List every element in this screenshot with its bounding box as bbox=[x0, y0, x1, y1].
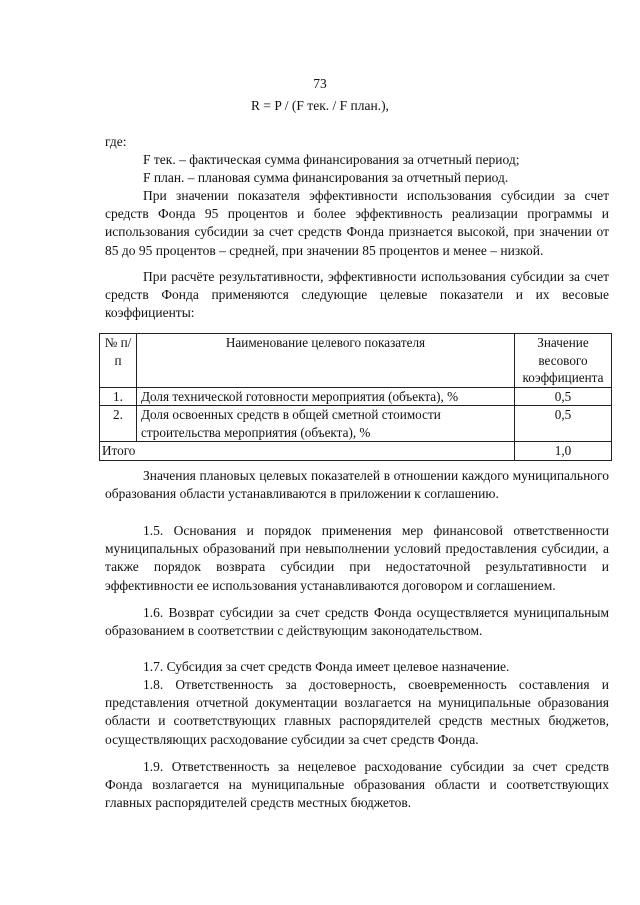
header-number: № п/п bbox=[100, 334, 137, 388]
paragraph-1-7: 1.7. Субсидия за счет средств Фонда имеет целевое назначение. bbox=[143, 659, 510, 674]
total-value: 1,0 bbox=[515, 442, 612, 461]
paragraph-1-8: 1.8. Ответственность за достоверность, своевременность составления и представления отчетной документации возлагается на муниципальные образования области и соответствующих главных распорядителей средств местных бюджетов, осуществляющих расходование субсидии за счет средств Фонда. bbox=[105, 677, 609, 747]
table-row bbox=[100, 387, 612, 406]
header-indicator-name: Наименование целевого показателя bbox=[137, 334, 515, 388]
row-number: 2. bbox=[100, 406, 137, 442]
row-coefficient: 0,5 bbox=[515, 387, 612, 406]
table-header-row bbox=[100, 334, 612, 388]
definition-f-plan: F план. – плановая сумма финансирования за отчетный период. bbox=[143, 170, 509, 185]
paragraph-1-5: 1.5. Основания и порядок применения мер финансовой ответственности муниципальных образований при невыполнении условий предоставления субсидии, а также порядок возврата субсидии при недостаточной результативности и эффективности ее использования устанавливаются договором и соглашением. bbox=[105, 523, 609, 593]
coefficients-table bbox=[99, 333, 612, 461]
paragraph-1-9: 1.9. Ответственность за нецелевое расходование субсидии за счет средств Фонда возлагается на муниципальные образования области и соответствующих главных распорядителей средств местных бюджетов. bbox=[105, 759, 609, 811]
paragraph-1-6: 1.6. Возврат субсидии за счет средств Фонда осуществляется муниципальным образованием в соответствии с действующим законодательством. bbox=[105, 605, 609, 639]
row-indicator-name: Доля освоенных средств в общей сметной стоимости строительства мероприятия (объекта), % bbox=[137, 406, 515, 442]
row-number: 1. bbox=[100, 387, 137, 406]
row-indicator-name: Доля технической готовности мероприятия (объекта), % bbox=[137, 387, 515, 406]
formula: R = P / (F тек. / F план.), bbox=[251, 98, 389, 113]
paragraph-table-intro: При расчёте результативности, эффективности использования субсидии за счет средств Фонда применяются следующие целевые показатели и их весовые коэффициенты: bbox=[105, 269, 609, 321]
header-coefficient: Значение весового коэффициента bbox=[515, 334, 612, 388]
total-label: Итого bbox=[100, 442, 515, 461]
paragraph-planned-values: Значения плановых целевых показателей в отношении каждого муниципального образования области устанавливаются в приложении к соглашению. bbox=[105, 468, 609, 502]
where-label: где: bbox=[105, 134, 127, 149]
table-row bbox=[100, 406, 612, 442]
page-number: 73 bbox=[313, 76, 327, 91]
row-coefficient: 0,5 bbox=[515, 406, 612, 442]
table-total-row bbox=[100, 442, 612, 461]
definition-f-current: F тек. – фактическая сумма финансирования за отчетный период; bbox=[143, 152, 520, 167]
paragraph-efficiency: При значении показателя эффективности использования субсидии за счет средств Фонда 95 процентов и более эффективность реализации программы и использования субсидии за счет средств Фонда признается высокой, при значении от 85 до 95 процентов – средней, при значении 85 процентов и менее – низкой. bbox=[105, 188, 609, 258]
